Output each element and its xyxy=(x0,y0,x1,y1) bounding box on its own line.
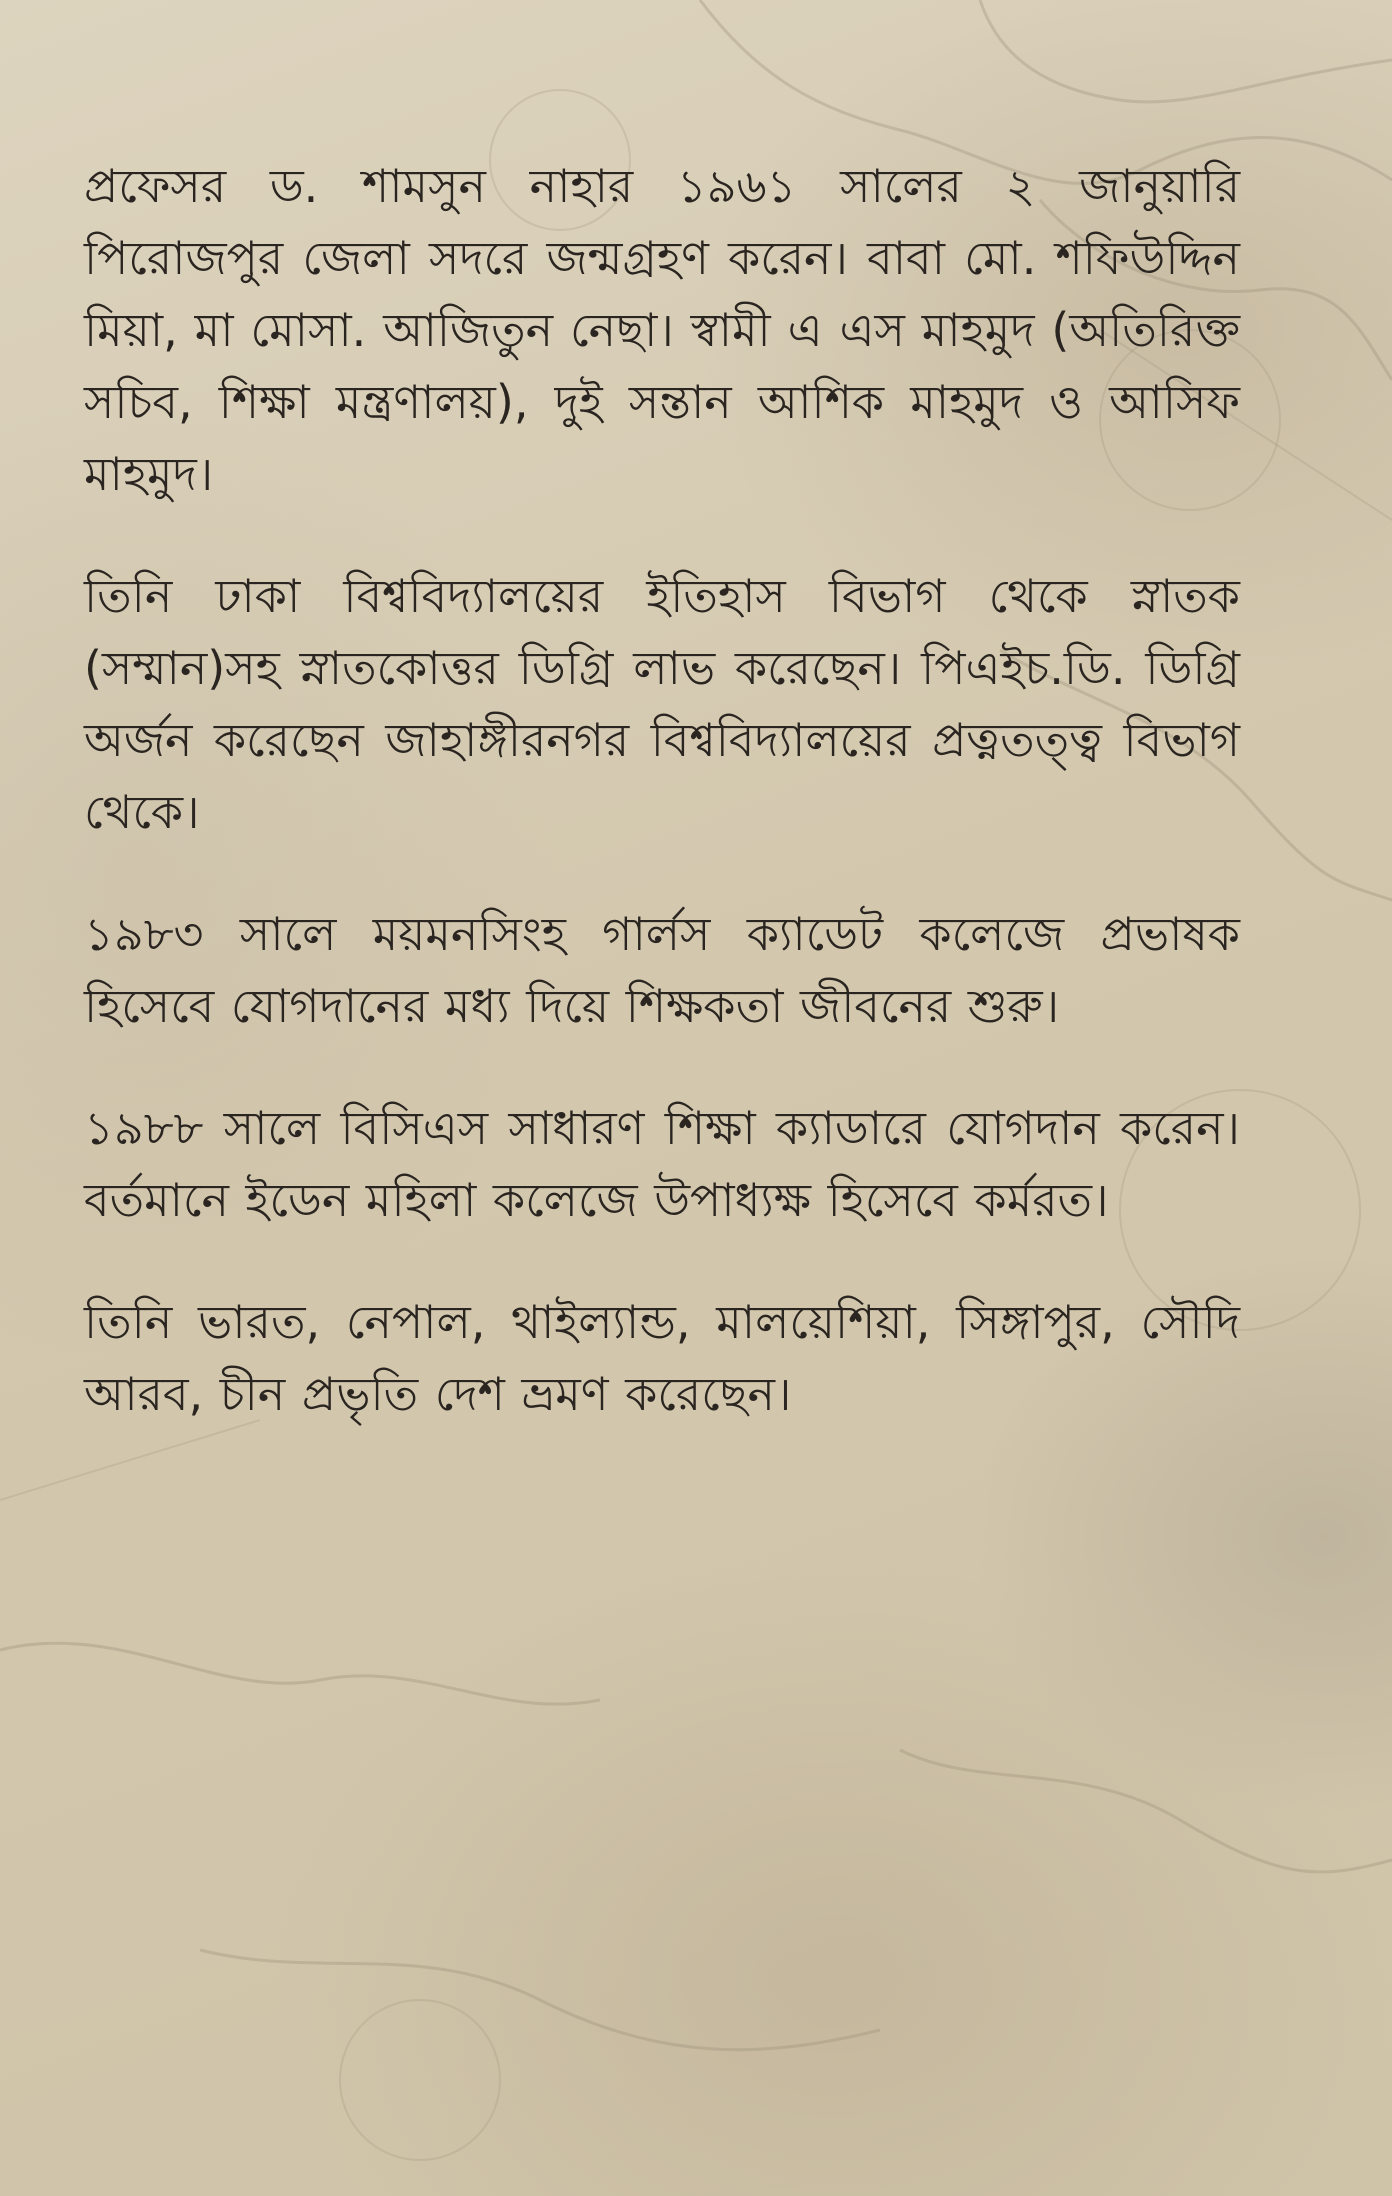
bio-paragraph-birth-family: প্রফেসর ড. শামসুন নাহার ১৯৬১ সালের ২ জানুয়ারি পিরোজপুর জেলা সদরে জন্মগ্রহণ করেন। বাবা মো. শফিউদ্দিন মিয়া, মা মোসা. আজিতুন নেছা। স্বামী এ এস মাহমুদ (অতিরিক্ত সচিব, শিক্ষা মন্ত্রণালয়), দুই সন্তান আশিক মাহমুদ ও আসিফ মাহমুদ। xyxy=(84,159,1240,501)
bio-paragraph-career-start: ১৯৮৩ সালে ময়মনসিংহ গার্লস ক্যাডেট কলেজে প্রভাষক হিসেবে যোগদানের মধ্য দিয়ে শিক্ষকতা জীবনের শুরু। xyxy=(84,907,1240,1033)
author-biography xyxy=(84,150,1240,1480)
bio-paragraph-current-position: ১৯৮৮ সালে বিসিএস সাধারণ শিক্ষা ক্যাডারে যোগদান করেন। বর্তমানে ইডেন মহিলা কলেজে উপাধ্যক্ষ হিসেবে কর্মরত। xyxy=(84,1101,1240,1227)
bio-paragraph-travel: তিনি ভারত, নেপাল, থাইল্যান্ড, মালয়েশিয়া, সিঙ্গাপুর, সৌদি আরব, চীন প্রভৃতি দেশ ভ্রমণ করেছেন। xyxy=(84,1295,1240,1421)
bio-paragraph-education: তিনি ঢাকা বিশ্ববিদ্যালয়ের ইতিহাস বিভাগ থেকে স্নাতক (সম্মান)সহ স্নাতকোত্তর ডিগ্রি লাভ করেছেন। পিএইচ.ডি. ডিগ্রি অর্জন করেছেন জাহাঙ্গীরনগর বিশ্ববিদ্যালয়ের প্রত্নতত্ত্ব বিভাগ থেকে। xyxy=(84,569,1240,839)
